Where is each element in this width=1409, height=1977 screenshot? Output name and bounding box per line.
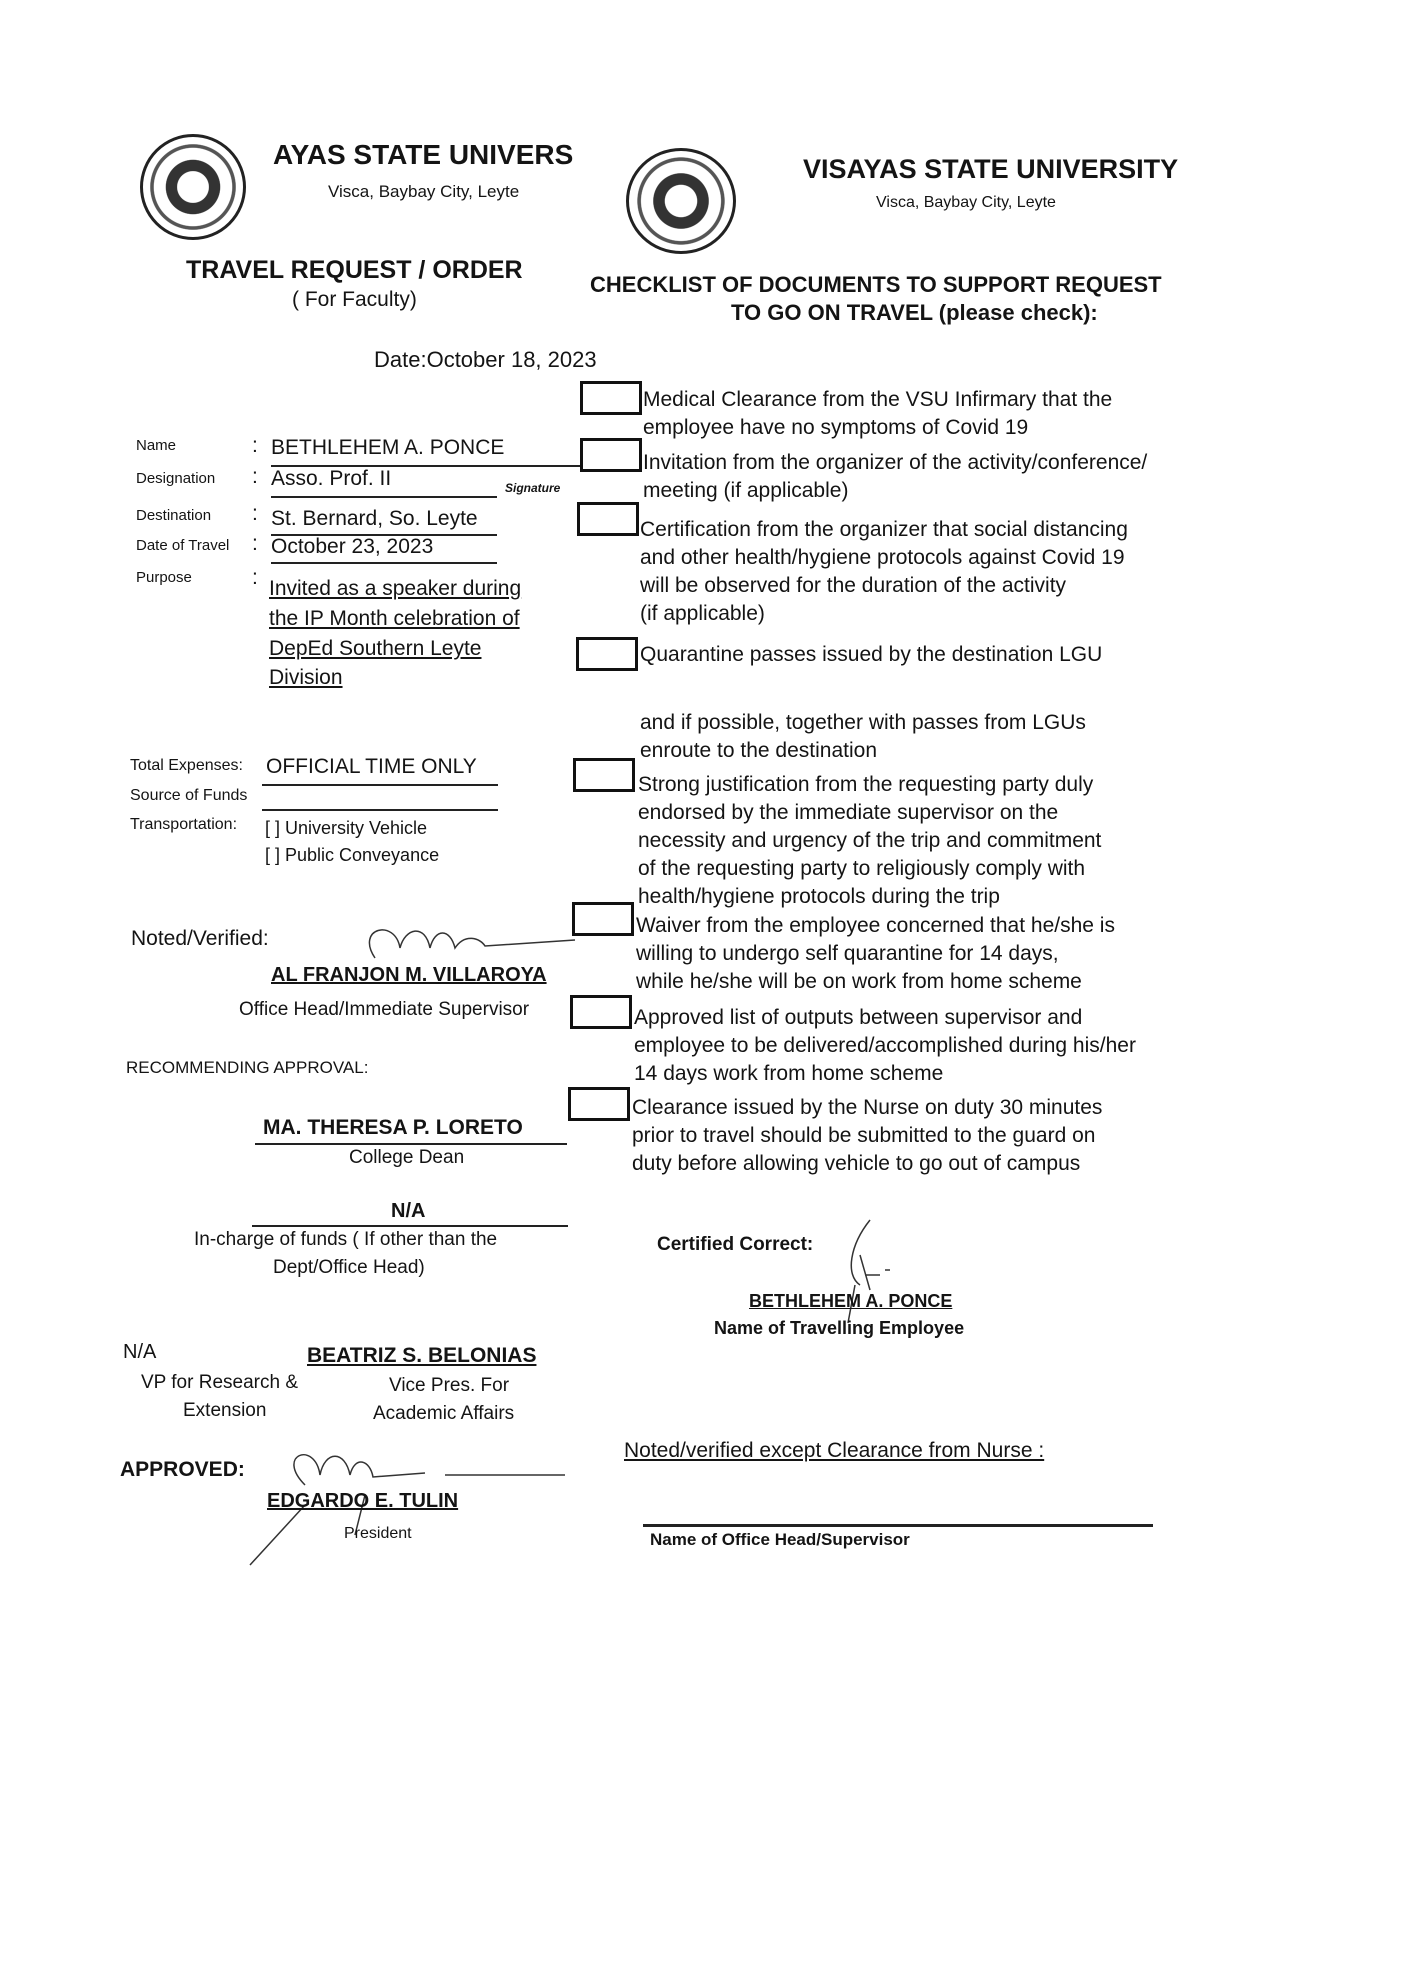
office-head-label: Name of Office Head/Supervisor — [650, 1530, 910, 1549]
purpose-line[interactable]: Invited as a speaker during — [269, 577, 522, 600]
checklist-item-text: Certification from the organizer that social distancing — [640, 518, 1128, 541]
checklist-checkbox[interactable] — [580, 438, 642, 472]
destination-label: Destination — [136, 507, 212, 524]
name-value[interactable]: BETHLEHEM A. PONCE — [271, 436, 505, 459]
checklist-item-text: endorsed by the immediate supervisor on the — [638, 801, 1059, 824]
funds-incharge-name: N/A — [391, 1200, 426, 1222]
source-of-funds-underline — [262, 809, 498, 811]
funds-incharge-title: Dept/Office Head) — [273, 1257, 425, 1278]
destination-value[interactable]: St. Bernard, So. Leyte — [271, 507, 478, 530]
date-of-travel-underline — [271, 562, 497, 564]
university-seal-left — [140, 134, 246, 240]
checklist-item-text: prior to travel should be submitted to the guard on — [632, 1124, 1096, 1147]
checklist-checkbox[interactable] — [572, 902, 634, 936]
date-of-travel-value[interactable]: October 23, 2023 — [271, 535, 434, 558]
supervisor-title: Office Head/Immediate Supervisor — [239, 999, 530, 1020]
checklist-title-1: CHECKLIST OF DOCUMENTS TO SUPPORT REQUEST — [590, 272, 1162, 297]
dean-underline — [255, 1143, 567, 1145]
total-expenses-label: Total Expenses: — [130, 757, 243, 774]
source-of-funds-label: Source of Funds — [130, 787, 248, 804]
checklist-item-text: (if applicable) — [640, 602, 765, 625]
form-title: TRAVEL REQUEST / ORDER — [186, 256, 523, 284]
vp-research-title: Extension — [183, 1400, 267, 1421]
checklist-item-text: willing to undergo self quarantine for 14 days, — [636, 942, 1059, 965]
vp-academic-name: BEATRIZ S. BELONIAS — [307, 1344, 537, 1367]
employee-title: Name of Travelling Employee — [714, 1318, 965, 1338]
checklist-item-text: of the requesting party to religiously comply with — [638, 857, 1086, 880]
name-label: Name — [136, 437, 177, 454]
approved-label: APPROVED: — [120, 1458, 245, 1481]
colon: : — [252, 532, 258, 555]
checklist-item-text: 14 days work from home scheme — [634, 1062, 944, 1085]
colon: : — [252, 434, 258, 457]
checklist-item-text: necessity and urgency of the trip and commitment — [638, 829, 1102, 852]
checklist-item-text: and other health/hygiene protocols against Covid 19 — [640, 546, 1125, 569]
checklist-title-2: TO GO ON TRAVEL (please check): — [731, 300, 1098, 325]
colon: : — [252, 502, 258, 525]
transportation-label: Transportation: — [130, 816, 238, 833]
noted-except-nurse: Noted/verified except Clearance from Nurse : — [624, 1439, 1045, 1462]
university-address-right: Visca, Baybay City, Leyte — [876, 194, 1056, 211]
supervisor-signature — [355, 918, 585, 968]
signature-label: Signature — [505, 481, 561, 495]
president-title: President — [344, 1525, 412, 1542]
colon: : — [252, 465, 258, 488]
president-name: EDGARDO E. TULIN — [267, 1490, 459, 1512]
total-expenses-value[interactable]: OFFICIAL TIME ONLY — [266, 755, 477, 778]
supervisor-signature-line — [643, 1524, 1153, 1527]
employee-name: BETHLEHEM A. PONCE — [749, 1291, 953, 1311]
checklist-item-text: Waiver from the employee concerned that he/she is — [636, 914, 1115, 937]
transport-option-public-conveyance[interactable]: [ ] Public Conveyance — [265, 845, 440, 865]
recommending-approval-label: RECOMMENDING APPROVAL: — [126, 1058, 369, 1077]
checklist-item-text: meeting (if applicable) — [643, 479, 849, 502]
funds-incharge-underline — [252, 1225, 568, 1227]
purpose-line[interactable]: the IP Month celebration of — [269, 607, 520, 630]
dean-title: College Dean — [349, 1147, 465, 1168]
checklist-checkbox[interactable] — [577, 502, 639, 536]
colon: : — [252, 566, 258, 589]
checklist-item-text: health/hygiene protocols during the trip — [638, 885, 1000, 908]
certified-correct-label: Certified Correct: — [657, 1234, 814, 1255]
dean-name: MA. THERESA P. LORETO — [263, 1116, 523, 1139]
checklist-item-text: will be observed for the duration of the activity — [640, 574, 1067, 597]
checklist-checkbox[interactable] — [568, 1087, 630, 1121]
form-date: Date:October 18, 2023 — [374, 347, 597, 372]
vp-research-title: VP for Research & — [141, 1372, 299, 1393]
funds-incharge-title: In-charge of funds ( If other than the — [194, 1229, 498, 1250]
checklist-item-text: Strong justification from the requesting party duly — [638, 773, 1094, 796]
checklist-item-text: Invitation from the organizer of the activity/conference/ — [643, 451, 1148, 474]
university-name-right: VISAYAS STATE UNIVERSITY — [803, 154, 1179, 184]
form-subtitle: ( For Faculty) — [292, 288, 417, 311]
checklist-item-text: enroute to the destination — [640, 739, 878, 762]
supervisor-name: AL FRANJON M. VILLAROYA — [271, 964, 547, 986]
checklist-item-text: Quarantine passes issued by the destination LGU — [640, 643, 1103, 666]
checklist-item-text: Approved list of outputs between supervisor and — [634, 1006, 1083, 1029]
checklist-item-text: and if possible, together with passes from LGUs — [640, 711, 1086, 734]
university-seal-right — [626, 148, 736, 254]
checklist-item-text: while he/she will be on work from home scheme — [636, 970, 1082, 993]
checklist-checkbox[interactable] — [580, 381, 642, 415]
checklist-item-text: duty before allowing vehicle to go out of campus — [632, 1152, 1081, 1175]
checklist-checkbox[interactable] — [570, 995, 632, 1029]
purpose-line[interactable]: Division — [269, 666, 343, 689]
purpose-label: Purpose — [136, 569, 192, 586]
checklist-item-text: Medical Clearance from the VSU Infirmary that the — [643, 388, 1113, 411]
vp-academic-title: Academic Affairs — [373, 1403, 515, 1424]
designation-underline — [271, 496, 497, 498]
university-name-left: AYAS STATE UNIVERS — [273, 139, 574, 170]
designation-label: Designation — [136, 470, 216, 487]
checklist-checkbox[interactable] — [576, 637, 638, 671]
checklist-checkbox[interactable] — [573, 758, 635, 792]
transport-option-university-vehicle[interactable]: [ ] University Vehicle — [265, 818, 428, 838]
noted-verified-label: Noted/Verified: — [131, 927, 269, 950]
purpose-line[interactable]: DepEd Southern Leyte — [269, 637, 482, 660]
date-of-travel-label: Date of Travel — [136, 537, 230, 554]
checklist-item-text: employee to be delivered/accomplished during his/her — [634, 1034, 1136, 1057]
vp-academic-title: Vice Pres. For — [389, 1375, 510, 1396]
total-expenses-underline — [262, 784, 498, 786]
vp-research-name: N/A — [123, 1341, 157, 1363]
checklist-item-text: employee have no symptoms of Covid 19 — [643, 416, 1029, 439]
university-address-left: Visca, Baybay City, Leyte — [328, 182, 520, 201]
designation-value[interactable]: Asso. Prof. II — [271, 467, 392, 490]
checklist-item-text: Clearance issued by the Nurse on duty 30 minutes — [632, 1096, 1103, 1119]
